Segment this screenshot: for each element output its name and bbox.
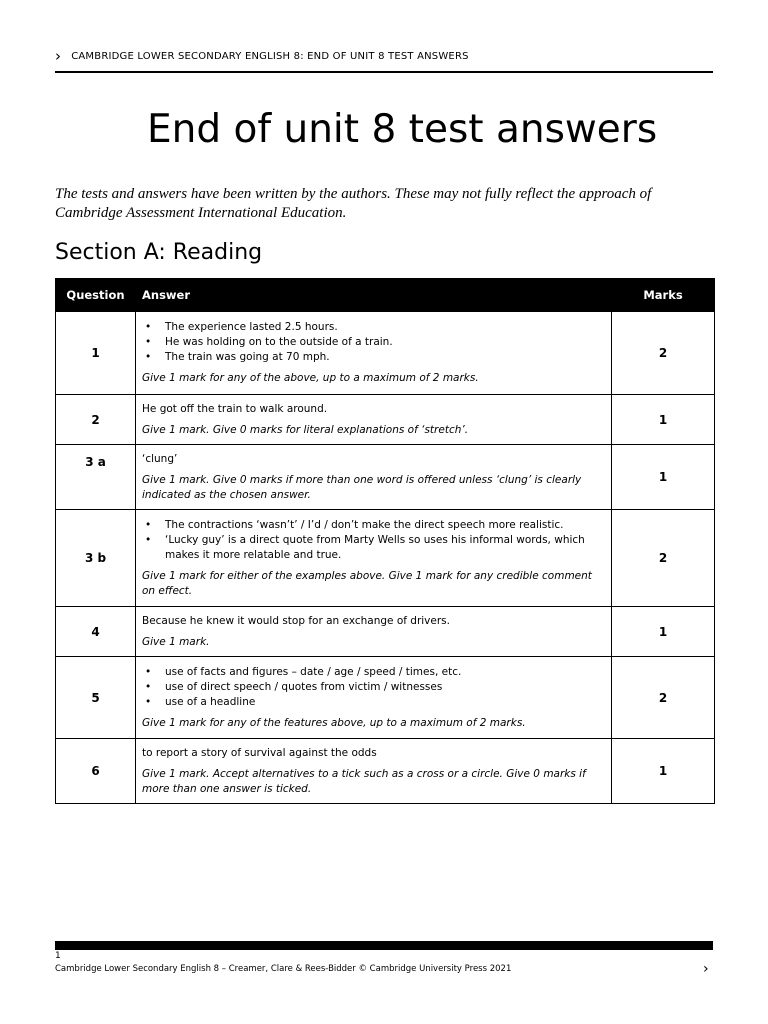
- header-divider: [55, 71, 713, 73]
- bullet-icon: •: [145, 321, 152, 333]
- answers-table: [55, 278, 715, 804]
- bullet-icon: •: [145, 336, 152, 348]
- marks-value: 2: [612, 657, 715, 739]
- bullet-icon: •: [145, 665, 152, 678]
- marks-value: 1: [612, 395, 715, 445]
- running-header: [55, 47, 713, 65]
- answer-cell: [136, 312, 612, 395]
- page-title: End of unit 8 test answers: [147, 107, 658, 152]
- intro-disclaimer: The tests and answers have been written by the authors. These may not fully reflect the approach of Cambridge Assessment International Education.: [55, 186, 652, 221]
- question-number: 2: [56, 395, 136, 445]
- question-number: 1: [56, 312, 136, 395]
- question-number: 3 b: [56, 510, 136, 607]
- marking-note: Give 1 mark. Accept alternatives to a tick such as a cross or a circle. Give 0 marks if more than one answer is ticked.: [142, 767, 586, 795]
- bullet-icon: •: [145, 680, 152, 693]
- bullet-icon: •: [145, 695, 152, 708]
- question-number: 6: [56, 739, 136, 804]
- table-header-row: [56, 279, 715, 312]
- marking-note: Give 1 mark for any of the above, up to a maximum of 2 marks.: [142, 372, 479, 384]
- marking-note: Give 1 mark. Give 0 marks if more than one word is offered unless ‘clung’ is clearly indicated as the chosen answer.: [142, 473, 582, 501]
- question-number: 3 a: [56, 445, 136, 510]
- page-number: 1: [55, 951, 61, 961]
- question-number: 4: [56, 607, 136, 657]
- bullet-icon: •: [145, 518, 152, 531]
- answer-bullet: • The contractions ‘wasn’t’ / I’d / don’t make the direct speech more realistic.: [145, 518, 564, 531]
- marking-note: Give 1 mark. Give 0 marks for literal explanations of ‘stretch’.: [142, 423, 469, 436]
- answer-cell: [136, 510, 612, 607]
- chevron-right-icon: ›: [703, 961, 709, 977]
- bullet-icon: •: [145, 533, 152, 546]
- answer-cell: [136, 395, 612, 445]
- answer-bullet-list: [142, 518, 605, 563]
- marking-note: Give 1 mark for any of the features above, up to a maximum of 2 marks.: [142, 716, 526, 729]
- marks-value: 2: [612, 312, 715, 395]
- marks-value: 1: [612, 739, 715, 804]
- marks-value: 1: [612, 445, 715, 510]
- answer-cell: [136, 607, 612, 657]
- answer-cell: [136, 657, 612, 739]
- table-row: [56, 445, 715, 510]
- answer-bullet: • use of a headline: [145, 695, 256, 708]
- table-row: [56, 657, 715, 739]
- table-row: [56, 312, 715, 395]
- running-header-text: CAMBRIDGE LOWER SECONDARY ENGLISH 8: END OF UNIT 8 TEST ANSWERS: [71, 50, 469, 62]
- marking-note: Give 1 mark for either of the examples above. Give 1 mark for any credible comment on effect.: [142, 569, 592, 597]
- answer-cell: [136, 739, 612, 804]
- table-row: [56, 739, 715, 804]
- answer-bullet: • He was holding on to the outside of a train.: [145, 336, 393, 348]
- marks-value: 1: [612, 607, 715, 657]
- footer-bar: [55, 941, 713, 950]
- answer-bullet: • The experience lasted 2.5 hours.: [145, 321, 338, 333]
- answer-bullet: • use of direct speech / quotes from victim / witnesses: [145, 680, 443, 693]
- answer-bullet: • use of facts and figures – date / age / speed / times, etc.: [145, 665, 462, 678]
- answer-bullet-list: [142, 320, 605, 365]
- question-number: 5: [56, 657, 136, 739]
- column-header-question: Question: [56, 279, 136, 312]
- answer-cell: [136, 445, 612, 510]
- column-header-answer: Answer: [136, 279, 612, 312]
- marks-value: 2: [612, 510, 715, 607]
- answer-bullet-list: [142, 665, 605, 710]
- bullet-icon: •: [145, 351, 152, 363]
- column-header-marks: Marks: [612, 279, 715, 312]
- answer-text: Because he knew it would stop for an exchange of drivers.: [142, 614, 450, 627]
- section-title: Section A: Reading: [55, 240, 263, 265]
- table-row: [56, 395, 715, 445]
- table-row: [56, 510, 715, 607]
- answer-bullet: • The train was going at 70 mph.: [145, 351, 330, 363]
- answer-bullet: • ‘Lucky guy’ is a direct quote from Marty Wells so uses his informal words, which makes it more relatable and true.: [145, 533, 585, 561]
- marking-note: Give 1 mark.: [142, 635, 210, 648]
- answer-text: to report a story of survival against the odds: [142, 746, 377, 759]
- footer-copyright: Cambridge Lower Secondary English 8 – Creamer, Clare & Rees-Bidder © Cambridge University Press 2021: [55, 964, 512, 974]
- answer-text: He got off the train to walk around.: [142, 402, 328, 415]
- table-row: [56, 607, 715, 657]
- answer-text: ‘clung’: [142, 452, 178, 465]
- chevron-right-icon: ›: [55, 46, 62, 65]
